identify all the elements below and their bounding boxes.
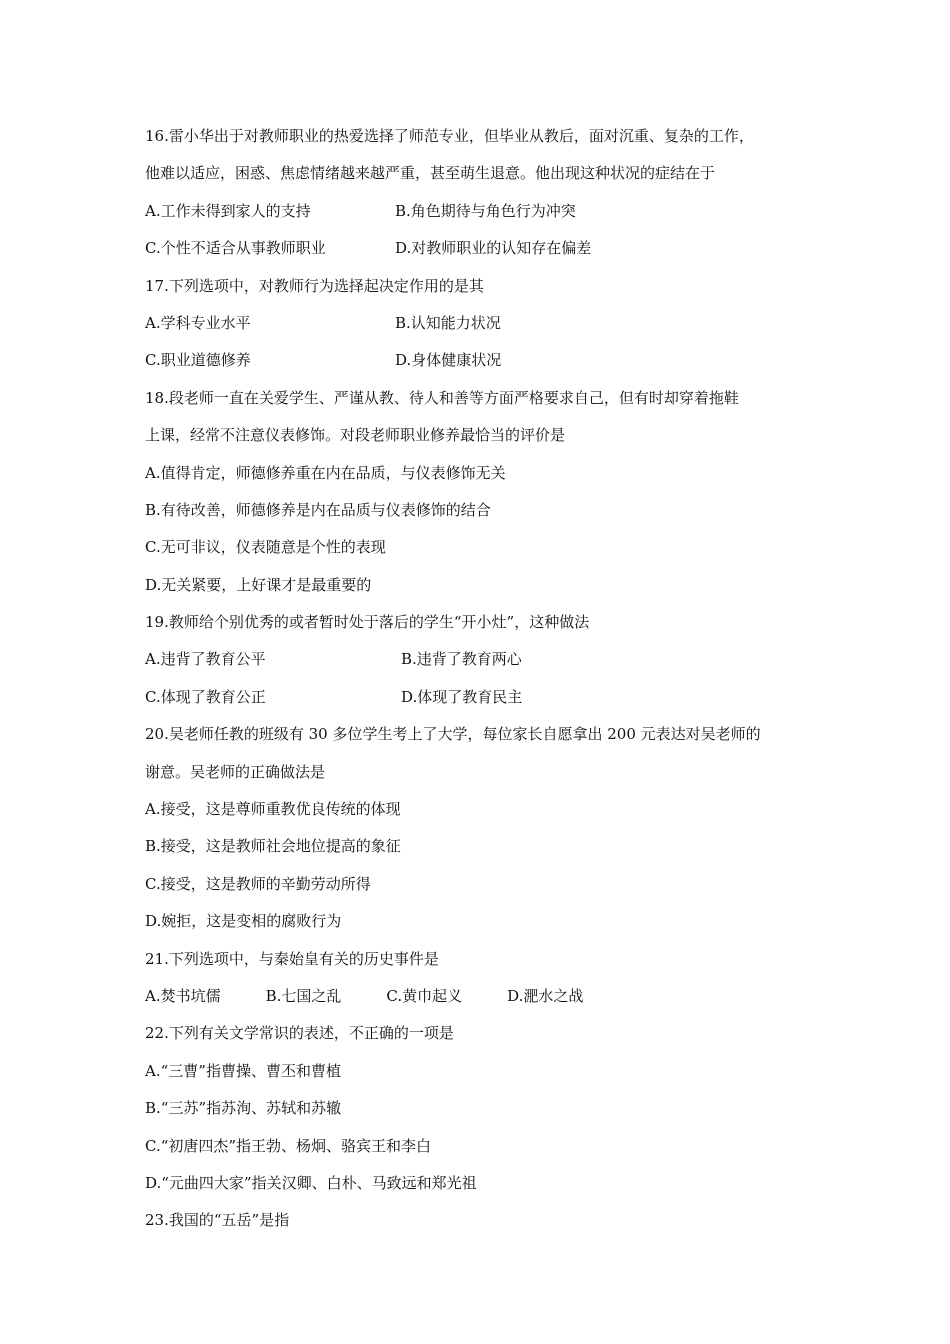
question-21 xyxy=(145,941,825,1016)
option-a: A.“三曹”指曹操、曹丕和曹植 xyxy=(145,1061,341,1080)
option-d: D.身体健康状况 xyxy=(395,351,502,370)
option-row xyxy=(145,193,825,230)
option-row xyxy=(145,679,825,716)
option-c: C.无可非议，仪表随意是个性的表现 xyxy=(145,538,386,557)
question-19 xyxy=(145,604,825,716)
option-d: D.“元曲四大家”指关汉卿、白朴、马致远和郑光祖 xyxy=(145,1173,477,1192)
question-stem: 谢意。吴老师的正确做法是 xyxy=(145,762,326,781)
question-stem: 21.下列选项中，与秦始皇有关的历史事件是 xyxy=(145,949,439,968)
question-18 xyxy=(145,380,825,604)
option-d: D.婉拒，这是变相的腐败行为 xyxy=(145,912,342,931)
exam-page xyxy=(145,118,825,1240)
option-b: B.认知能力状况 xyxy=(395,313,501,332)
question-stem: 20.吴老师任教的班级有 30 多位学生考上了大学，每位家长自愿拿出 200 元表达对吴老师的 xyxy=(145,725,761,744)
option-row xyxy=(145,305,825,342)
option-c: C.接受，这是教师的辛勤劳动所得 xyxy=(145,874,371,893)
question-17 xyxy=(145,268,825,380)
option-c: C.体现了教育公正 xyxy=(145,687,266,706)
option-b: B.七国之乱 xyxy=(265,986,342,1005)
question-stem: 19.教师给个别优秀的或者暂时处于落后的学生“开小灶”，这种做法 xyxy=(145,613,590,632)
option-d: D.淝水之战 xyxy=(507,986,584,1005)
option-d: D.体现了教育民主 xyxy=(401,687,523,706)
option-a: A.违背了教育公平 xyxy=(145,650,266,669)
question-stem: 17.下列选项中，对教师行为选择起决定作用的是其 xyxy=(145,276,484,295)
question-stem: 18.段老师一直在关爱学生、严谨从教、待人和善等方面严格要求自己，但有时却穿着拖鞋 xyxy=(145,388,739,407)
option-c: C.“初唐四杰”指王勃、杨炯、骆宾王和李白 xyxy=(145,1136,432,1155)
option-c: C.黄巾起义 xyxy=(386,986,463,1005)
option-row xyxy=(145,230,825,267)
question-23 xyxy=(145,1202,825,1239)
option-row xyxy=(145,342,825,379)
question-stem: 他难以适应，困惑、焦虑情绪越来越严重，甚至萌生退意。他出现这种状况的症结在于 xyxy=(145,164,716,183)
question-stem: 22.下列有关文学常识的表述，不正确的一项是 xyxy=(145,1024,454,1043)
option-d: D.无关紧要，上好课才是最重要的 xyxy=(145,575,372,594)
option-b: B.有待改善，师德修养是内在品质与仪表修饰的结合 xyxy=(145,500,491,519)
option-a: A.学科专业水平 xyxy=(145,313,251,332)
option-a: A.值得肯定，师德修养重在内在品质，与仪表修饰无关 xyxy=(145,463,506,482)
option-a: A.工作未得到家人的支持 xyxy=(145,201,311,220)
option-d: D.对教师职业的认知存在偏差 xyxy=(395,239,592,258)
question-stem: 16.雷小华出于对教师职业的热爱选择了师范专业，但毕业从教后，面对沉重、复杂的工作， xyxy=(145,127,754,145)
option-c: C.个性不适合从事教师职业 xyxy=(145,239,326,258)
question-stem: 上课，经常不注意仪表修饰。对段老师职业修养最恰当的评价是 xyxy=(145,426,566,445)
option-a: A.接受，这是尊师重教优良传统的体现 xyxy=(145,800,401,819)
question-16 xyxy=(145,118,825,268)
option-row xyxy=(145,978,825,1015)
question-stem: 23.我国的“五岳”是指 xyxy=(145,1211,290,1230)
question-20 xyxy=(145,716,825,940)
option-c: C.职业道德修养 xyxy=(145,351,251,370)
option-b: B.违背了教育两心 xyxy=(401,650,522,669)
option-b: B.“三苏”指苏洵、苏轼和苏辙 xyxy=(145,1099,342,1118)
option-b: B.角色期待与角色行为冲突 xyxy=(395,201,576,220)
option-b: B.接受，这是教师社会地位提高的象征 xyxy=(145,837,401,856)
option-row xyxy=(145,641,825,678)
option-a: A.焚书坑儒 xyxy=(145,986,221,1005)
question-22 xyxy=(145,1015,825,1202)
